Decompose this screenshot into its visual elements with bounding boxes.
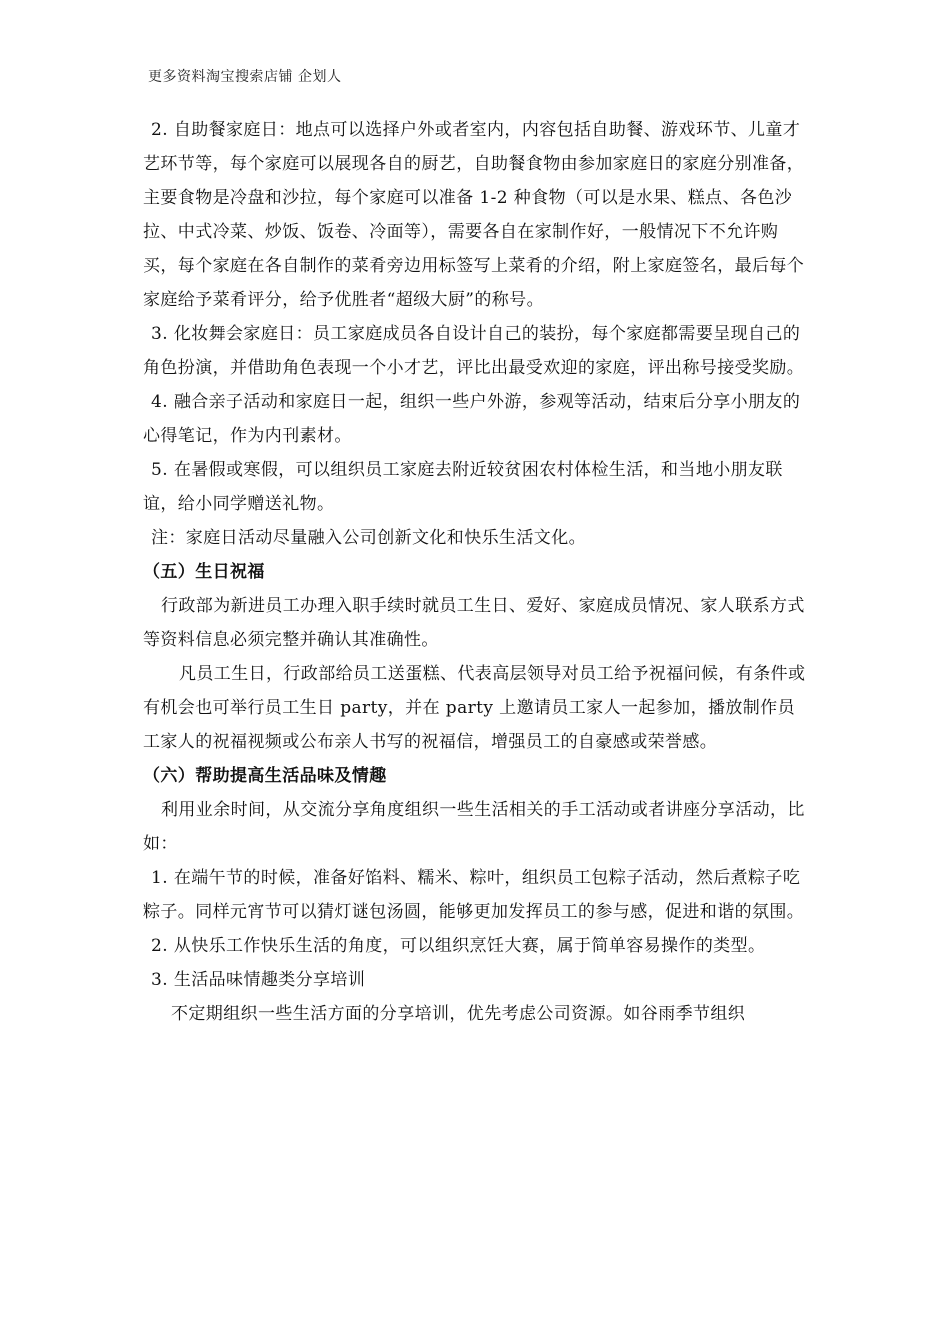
- section-6-intro: 利用业余时间，从交流分享角度组织一些生活相关的手工活动或者讲座分享活动，比如：: [143, 800, 805, 854]
- item-4-parent-child-activities: 4. 融合亲子活动和家庭日一起，组织一些户外游，参观等活动，结束后分享小朋友的心得笔记，作为内刊素材。: [143, 392, 801, 446]
- item-5-rural-visit: 5. 在暑假或寒假，可以组织员工家庭去附近较贫困农村体检生活，和当地小朋友联谊，给小同学赠送礼物。: [143, 460, 783, 514]
- header-note: 更多资料淘宝搜索店铺 企划人: [148, 69, 342, 85]
- item-3-masquerade-family-day: 3. 化妆舞会家庭日：员工家庭成员各自设计自己的装扮，每个家庭都需要呈现自己的角色扮演，并借助角色表现一个小才艺，评比出最受欢迎的家庭，评出称号接受奖励。: [143, 324, 805, 378]
- section-5-paragraph-1: 行政部为新进员工办理入职手续时就员工生日、爱好、家庭成员情况、家人联系方式等资料信息必须完整并确认其准确性。: [143, 596, 805, 650]
- family-day-note: 注：家庭日活动尽量融入公司创新文化和快乐生活文化。: [151, 528, 586, 548]
- document-body: [143, 113, 808, 1031]
- section-6-item-2: 2. 从快乐工作快乐生活的角度，可以组织烹饪大赛，属于简单容易操作的类型。: [151, 936, 766, 956]
- section-6-item-1: 1. 在端午节的时候，准备好馅料、糯米、粽叶，组织员工包粽子活动，然后煮粽子吃粽子。同样元宵节可以猜灯谜包汤圆，能够更加发挥员工的参与感，促进和谐的氛围。: [143, 868, 805, 922]
- section-6-item-3: 3. 生活品味情趣类分享培训: [151, 970, 366, 990]
- item-2-buffet-family-day: 2. 自助餐家庭日：地点可以选择户外或者室内，内容包括自助餐、游戏环节、儿童才艺环节等，每个家庭可以展现各自的厨艺，自助餐食物由参加家庭日的家庭分别准备，主要食物是冷盘和沙拉，每个家庭可以准备 1-2 种食物（可以是水果、糕点、各色沙拉、中式冷菜、炒饭、饭卷、冷面等），需要各自在家制作好，一般情况下不允许购买，每个家庭在各自制作的菜肴旁边用标签写上菜肴的介绍，附上家庭签名，最后每个家庭给予菜肴评分，给予优胜者“超级大厨”的称号。: [143, 120, 805, 310]
- section-6-item-3-paragraph: 不定期组织一些生活方面的分享培训，优先考虑公司资源。如谷雨季节组织: [171, 1004, 746, 1024]
- section-5-paragraph-2: 凡员工生日，行政部给员工送蛋糕、代表高层领导对员工给予祝福问候，有条件或有机会也可举行员工生日 party，并在 party 上邀请员工家人一起参加，播放制作员工家人的祝福视频或公布亲人书写的祝福信，增强员工的自豪感或荣誉感。: [143, 664, 806, 752]
- section-5-title: （五）生日祝福: [143, 562, 265, 582]
- section-6-title: （六）帮助提高生活品味及情趣: [143, 766, 387, 786]
